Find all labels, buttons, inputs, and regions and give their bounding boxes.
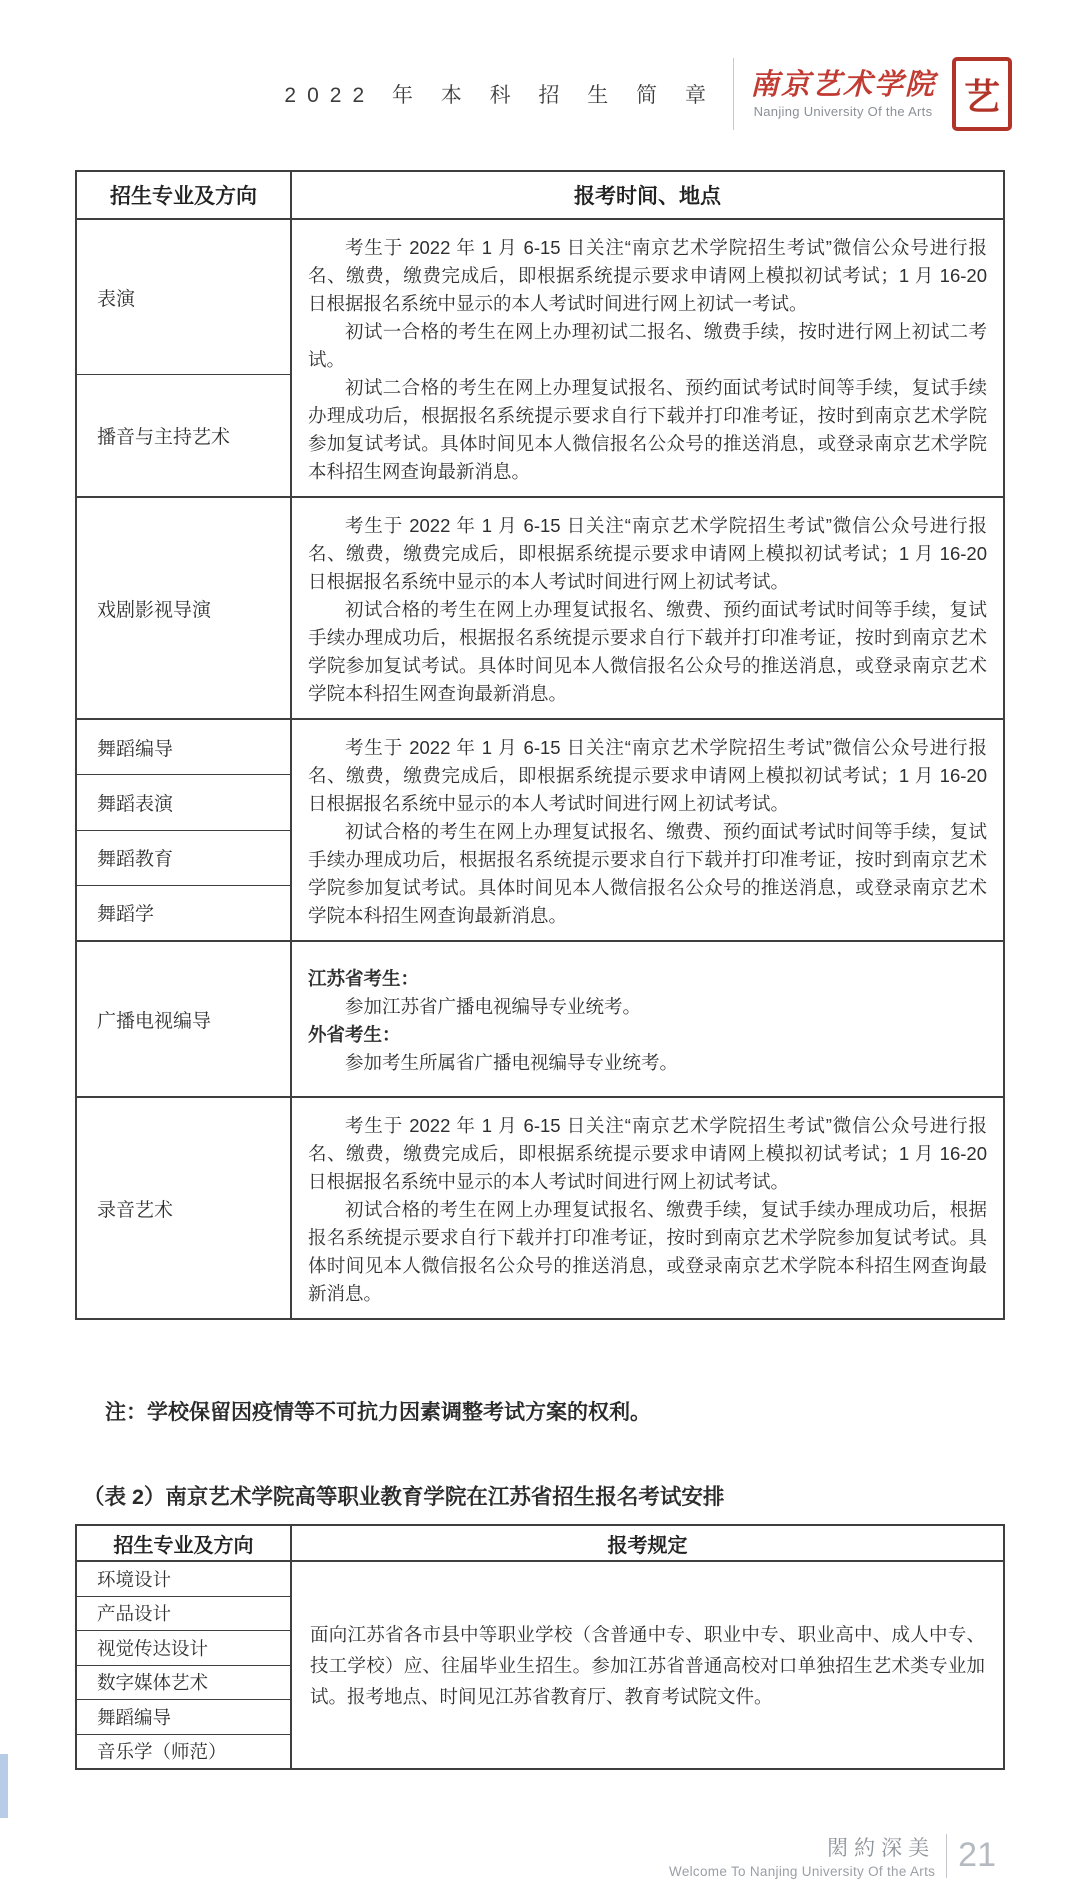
major-label: 音乐学（师范） (97, 1741, 227, 1763)
table2-header-regulation: 报考规定 (607, 1534, 688, 1557)
major-label: 舞蹈教育 (77, 831, 290, 886)
candidate-type-text: 参加江苏省广播电视编导专业统考。 (345, 996, 642, 1017)
table1-header-row (77, 172, 1003, 220)
page-number: 21 (958, 1836, 996, 1874)
regulation-cell (292, 1562, 1003, 1768)
logo-english-name: Nanjing University Of the Arts (753, 103, 933, 119)
schedule-cell (292, 1098, 1003, 1318)
major-column (77, 498, 292, 718)
schedule-paragraph: 考生于 2022 年 1 月 6-15 日关注“南京艺术学院招生考试”微信公众号进行报名、缴费，缴费完成后，即根据系统提示要求申请网上模拟初试考试；1 月 16-20 日根据报名系统中显示的本人考试时间进行网上初试考试。 (308, 1115, 987, 1192)
doc-title: 2022 年 本 科 招 生 简 章 (284, 84, 717, 107)
major-label: 舞蹈学 (97, 904, 155, 926)
schedule-paragraph: 考生于 2022 年 1 月 6-15 日关注“南京艺术学院招生考试”微信公众号进行报名、缴费，缴费完成后，即根据系统提示要求申请网上模拟初试考试；1 月 16-20 日根据报名系统中显示的本人考试时间进行网上初试考试。 (308, 515, 987, 592)
footer-welcome-text: Welcome To Nanjing University Of the Arts (669, 1864, 936, 1879)
page-footer (0, 1832, 996, 1879)
major-column (77, 942, 292, 1096)
header-divider (733, 58, 734, 130)
major-label: 广播电视编导 (97, 1010, 212, 1032)
schedule-paragraph: 初试合格的考生在网上办理复试报名、缴费手续，复试手续办理成功后，根据报名系统提示要求自行下载并打印准考证，按时到南京艺术学院参加复试考试。具体时间见本人微信报名公众号的推送消息，或登录南京艺术学院本科招生网查询最新消息。 (308, 1199, 987, 1304)
table2-header-row (77, 1526, 1003, 1562)
table1-header-major: 招生专业及方向 (77, 172, 292, 218)
footer-text-block (669, 1832, 935, 1879)
major-label: 数字媒体艺术 (77, 1666, 290, 1701)
major-label: 舞蹈编导 (77, 720, 290, 775)
major-label: 环境设计 (77, 1562, 290, 1597)
school-motto: 閎約深美 (827, 1836, 936, 1860)
decorative-corner-bar (0, 1754, 8, 1818)
major-column (77, 1098, 292, 1318)
seal-character: 艺 (963, 75, 1000, 118)
major-column (77, 720, 292, 940)
table2-title: （表 2）南京艺术学院高等职业教育学院在江苏省招生报名考试安排 (83, 1485, 725, 1509)
schedule-paragraph: 初试合格的考生在网上办理复试报名、缴费、预约面试考试时间等手续，复试手续办理成功后，根据报名系统提示要求自行下载并打印准考证，按时到南京艺术学院参加复试考试。具体时间见本人微信报名公众号的推送消息，或登录南京艺术学院本科招生网查询最新消息。 (308, 599, 987, 704)
schedule-cell (292, 942, 1003, 1096)
regulation-text: 面向江苏省各市县中等职业学校（含普通中专、职业中专、职业高中、成人中专、技工学校）应、往届毕业生招生。参加江苏省普通高校对口单独招生艺术类专业加试。报考地点、时间见江苏省教育厅、教育考试院文件。 (310, 1623, 985, 1707)
candidate-type-text: 参加考生所属省广播电视编导专业统考。 (345, 1052, 679, 1073)
major-label: 舞蹈表演 (77, 775, 290, 830)
university-logo (750, 69, 936, 119)
table-row-group-drama-directing (77, 498, 1003, 720)
schedule-cell (292, 220, 1003, 496)
schedule-paragraph: 考生于 2022 年 1 月 6-15 日关注“南京艺术学院招生考试”微信公众号进行报名、缴费，缴费完成后，即根据系统提示要求申请网上模拟初试考试；1 月 16-20 日根据报名系统中显示的本人考试时间进行网上初试考试。 (308, 737, 987, 814)
major-label: 播音与主持艺术 (97, 427, 231, 449)
candidate-type-label: 外省考生： (308, 1024, 401, 1045)
table1-header-schedule: 报考时间、地点 (574, 185, 721, 208)
schedule-paragraph: 考生于 2022 年 1 月 6-15 日关注“南京艺术学院招生考试”微信公众号进行报名、缴费，缴费完成后，即根据系统提示要求申请网上模拟初试考试；1 月 16-20 日根据报名系统中显示的本人考试时间进行网上初试一考试。 (308, 237, 987, 314)
page-header (0, 0, 1080, 136)
note-text: 注：学校保留因疫情等不可抗力因素调整考试方案的权利。 (105, 1401, 651, 1424)
major-label: 视觉传达设计 (77, 1631, 290, 1666)
table2-header-major: 招生专业及方向 (77, 1526, 292, 1560)
schedule-cell (292, 720, 1003, 940)
candidate-type-label: 江苏省考生： (308, 968, 420, 989)
exam-schedule-table (75, 170, 1005, 1320)
major-label: 表演 (77, 220, 290, 375)
table-row-group-dance (77, 720, 1003, 942)
major-label: 舞蹈编导 (77, 1700, 290, 1735)
schedule-paragraph: 初试合格的考生在网上办理复试报名、缴费、预约面试考试时间等手续，复试手续办理成功后，根据报名系统提示要求自行下载并打印准考证，按时到南京艺术学院参加复试考试。具体时间见本人微信报名公众号的推送消息，或登录南京艺术学院本科招生网查询最新消息。 (308, 821, 987, 926)
footer-divider (946, 1834, 947, 1878)
university-seal-icon (952, 57, 1012, 131)
table-row-group-recording-arts (77, 1098, 1003, 1318)
major-label: 产品设计 (77, 1597, 290, 1632)
logo-chinese-calligraphy: 南京艺术学院 (749, 67, 936, 102)
table-row-group-broadcast-editing (77, 942, 1003, 1098)
vocational-college-table (75, 1524, 1005, 1770)
major-label: 戏剧影视导演 (97, 599, 212, 621)
table2-body (77, 1562, 1003, 1768)
table-row-group-performance (77, 220, 1003, 498)
major-column (77, 1562, 292, 1768)
schedule-paragraph: 初试二合格的考生在网上办理复试报名、预约面试考试时间等手续，复试手续办理成功后，根据报名系统提示要求自行下载并打印准考证，按时到南京艺术学院参加复试考试。具体时间见本人微信报名公众号的推送消息，或登录南京艺术学院本科招生网查询最新消息。 (308, 377, 987, 482)
major-column (77, 220, 292, 496)
schedule-cell (292, 498, 1003, 718)
schedule-paragraph: 初试一合格的考生在网上办理初试二报名、缴费手续，按时进行网上初试二考试。 (308, 321, 987, 370)
major-label: 录音艺术 (97, 1199, 174, 1221)
